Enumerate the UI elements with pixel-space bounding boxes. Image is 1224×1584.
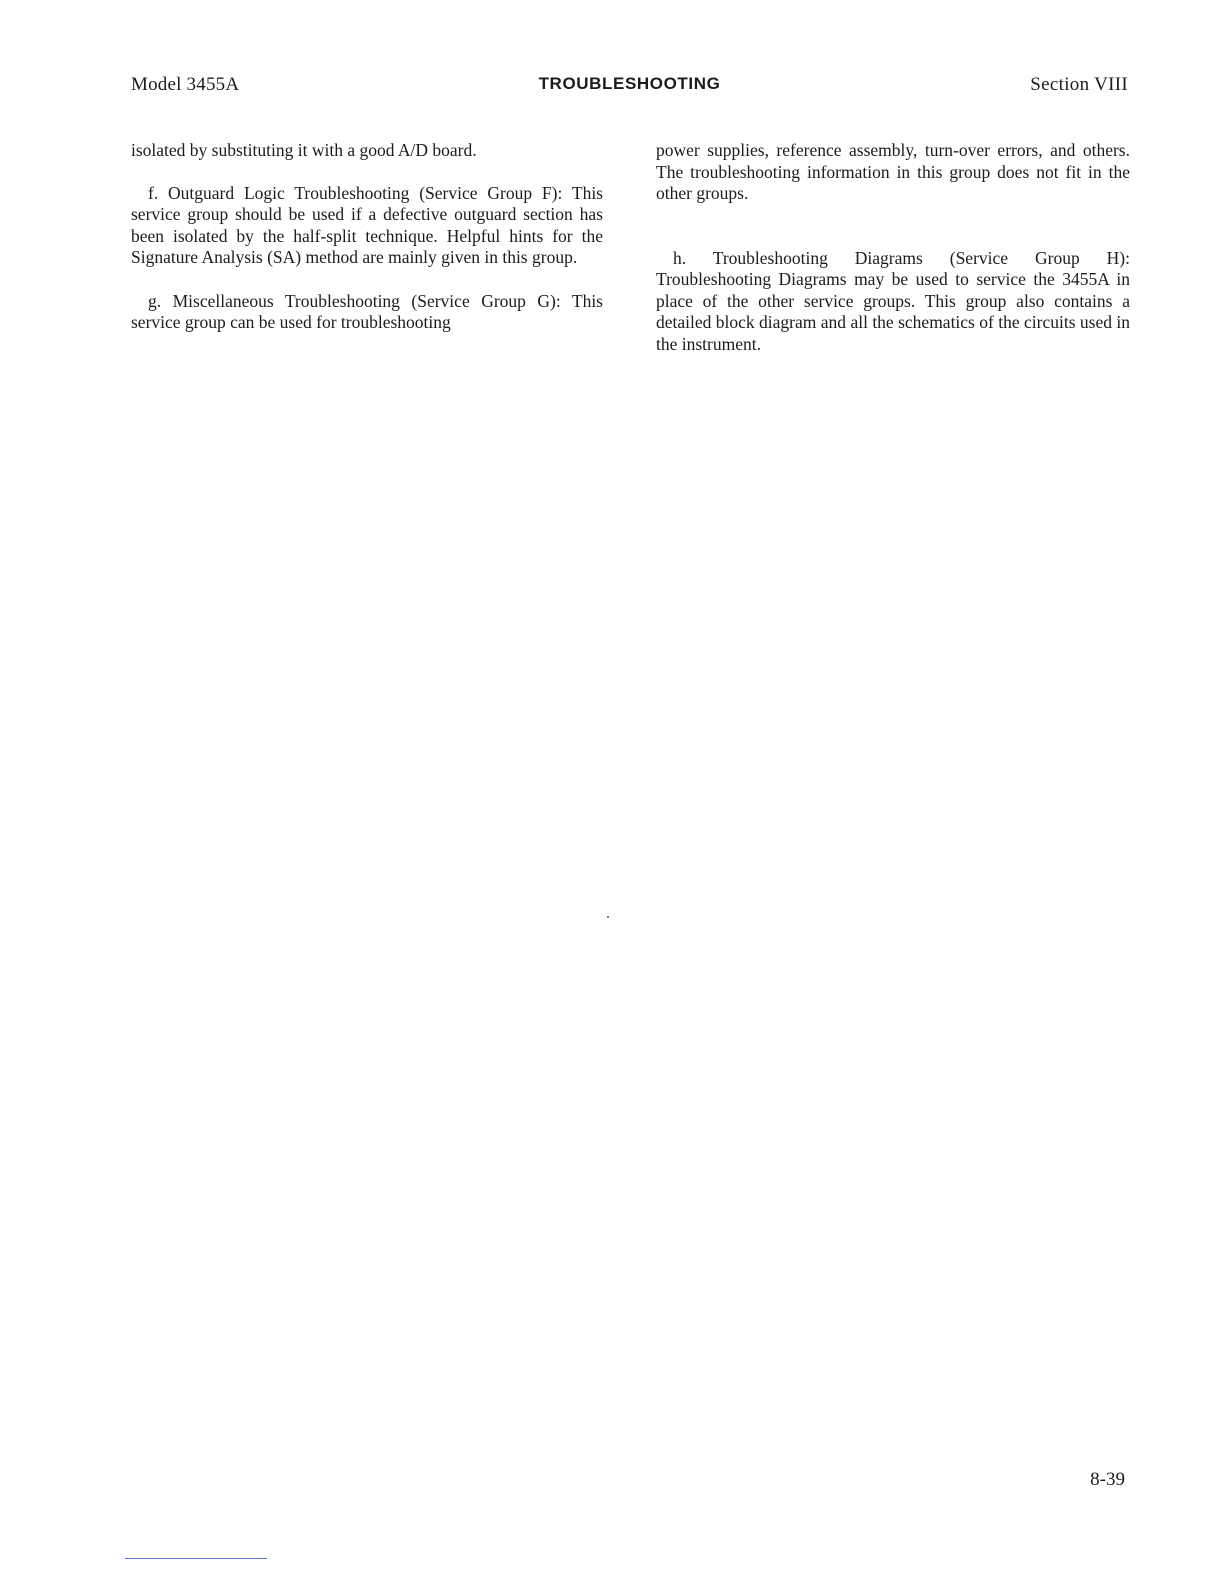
paragraph-continuation-left: isolated by substituting it with a good A/D board. xyxy=(131,140,477,160)
scan-speck xyxy=(607,916,609,918)
paragraph-continuation-right: power supplies, reference assembly, turn-over errors, and others. The troubleshooting information in this group does not fit in the other groups. xyxy=(656,140,1130,203)
section-label: Section VIII xyxy=(1030,74,1128,95)
paragraph-f-outguard-logic: f. Outguard Logic Troubleshooting (Service Group F): This service group should be used if a defective outguard section has been isolated by the half-split technique. Helpful hints for the Signature Analysis (SA) method are mainly given in this group. xyxy=(131,182,603,267)
paragraph-g-miscellaneous: g. Miscellaneous Troubleshooting (Service Group G): This service group can be used for troubleshooting xyxy=(131,290,603,332)
left-column xyxy=(131,140,603,334)
bottom-rule xyxy=(125,1558,267,1559)
section-title: TROUBLESHOOTING xyxy=(538,74,721,93)
model-label: Model 3455A xyxy=(131,74,240,95)
page-number: 8-39 xyxy=(1090,1469,1125,1490)
paragraph-h-troubleshooting-diagrams: h. Troubleshooting Diagrams (Service Group H): Troubleshooting Diagrams may be used to service the 3455A in place of the other service groups. This group also contains a detailed block diagram and all the schematics of the circuits used in the instrument. xyxy=(656,247,1130,354)
page-header xyxy=(131,74,1128,100)
right-column xyxy=(656,140,1130,355)
